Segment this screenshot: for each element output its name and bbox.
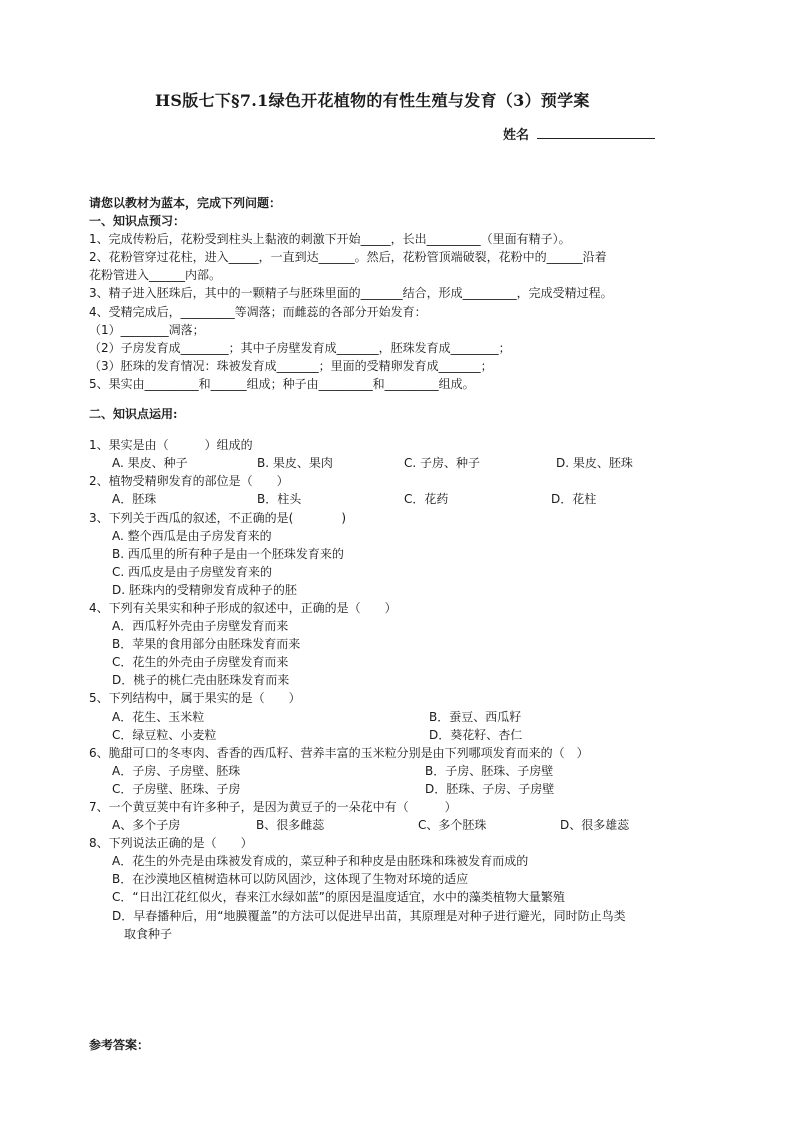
- option-c: C．子房壁、胚珠、子房: [112, 781, 241, 796]
- name-label: 姓名: [503, 128, 530, 143]
- option-a: A. 整个西瓜是由子房发育来的: [112, 528, 272, 543]
- page-title: HS版七下§7.1绿色开花植物的有性生殖与发育（3）预学案: [155, 91, 590, 110]
- option-b: B．子房、胚珠、子房壁: [425, 763, 554, 778]
- option-d: D．葵花籽、杏仁: [429, 727, 523, 742]
- option-a: A．花生、玉米粒: [112, 709, 205, 724]
- preview-line: 4、受精完成后，_________等凋落；而雌蕊的各部分开始发育：: [89, 304, 427, 319]
- option-d: D．早春播种后，用“地膜覆盖”的方法可以促进早出苗，其原理是对种子进行避光，同时防止鸟类: [112, 908, 626, 923]
- option-b: B．在沙漠地区植树造林可以防风固沙，这体现了生物对环境的适应: [112, 872, 469, 887]
- option-a: A. 果皮、种子: [112, 456, 188, 471]
- preview-line: 3、精子进入胚珠后，其中的一颗精子与胚珠里面的_______结合，形成_________，完成受精过程。: [89, 286, 613, 301]
- option-b: B. 西瓜里的所有种子是由一个胚珠发育来的: [112, 546, 344, 561]
- answer-key-label: 参考答案：: [89, 1038, 150, 1052]
- option-a: A、多个子房: [112, 818, 181, 833]
- question-2-stem: 2、植物受精卵发育的部位是（ ）: [89, 474, 289, 489]
- question-2-options: [89, 490, 709, 508]
- option-a: A．子房、子房壁、胚珠: [112, 763, 241, 778]
- preview-line: 2、花粉管穿过花柱，进入_____，一直到达______。然后，花粉管顶端破裂，花粉中的______沿着: [89, 250, 607, 265]
- preview-line: 花粉管进入______内部。: [89, 268, 222, 283]
- option-d: D．花柱: [551, 492, 597, 507]
- option-b: B. 果皮、果肉: [257, 456, 333, 471]
- section1-heading: 一、知识点预习：: [89, 214, 186, 229]
- option-b: B．柱头: [257, 492, 302, 507]
- preview-line: 5、果实由_________和______组成；种子由_________和_________组成。: [89, 376, 475, 391]
- question-6-options-row2: [89, 780, 709, 798]
- question-7-options: [89, 816, 709, 834]
- option-b: B．蚕豆、西瓜籽: [429, 709, 522, 724]
- question-5-options-row1: [89, 708, 709, 726]
- option-c: C、多个胚珠: [418, 818, 487, 833]
- worksheet-body: [89, 194, 709, 943]
- question-3-stem: 3、下列关于西瓜的叙述，不正确的是( ): [89, 510, 346, 525]
- question-1-options: [89, 454, 709, 472]
- preview-line: （2）子房发育成________；其中子房壁发育成_______，胚珠发育成________；: [89, 340, 511, 355]
- option-c: C. 子房、种子: [404, 456, 481, 471]
- intro-text: 请您以教材为蓝本，完成下列问题：: [89, 196, 282, 210]
- option-c: C．“日出江花红似火，春来江水绿如蓝”的原因是温度适宜，水中的藻类植物大量繁殖: [112, 890, 565, 905]
- question-7-stem: 7、一个黄豆荚中有许多种子，是因为黄豆子的一朵花中有（ ）: [89, 800, 457, 814]
- preview-line: 1、完成传粉后，花粉受到柱头上黏液的刺激下开始_____，长出_________（里面有精子）。: [89, 232, 571, 247]
- question-6-options-row1: [89, 762, 709, 780]
- section2-heading: 二、知识点运用:: [89, 407, 178, 422]
- option-b: B．苹果的食用部分由胚珠发育而来: [112, 637, 301, 652]
- option-d: D．桃子的桃仁壳由胚珠发育而来: [112, 673, 290, 688]
- option-d-continued: 取食种子: [124, 926, 173, 941]
- option-d: D. 胚珠内的受精卵发育成种子的胚: [112, 582, 297, 597]
- option-b: B、很多雌蕊: [256, 818, 325, 833]
- option-a: A．西瓜籽外壳由子房壁发育而来: [112, 619, 289, 634]
- option-c: C．花药: [404, 492, 449, 507]
- name-field: [503, 124, 655, 143]
- name-blank-line: [537, 125, 655, 139]
- option-c: C. 西瓜皮是由子房壁发育来的: [112, 564, 273, 579]
- option-c: C．绿豆粒、小麦粒: [112, 727, 217, 742]
- option-a: A．花生的外壳是由珠被发育成的，菜豆种子和种皮是由胚珠和珠被发育而成的: [112, 854, 529, 869]
- question-5-stem: 5、下列结构中，属于果实的是（ ）: [89, 691, 301, 706]
- option-d: D．胚珠、子房、子房壁: [425, 781, 555, 796]
- question-8-stem: 8、下列说法正确的是（ ）: [89, 836, 253, 851]
- preview-line: （3）胚珠的发育情况：珠被发育成_______；里面的受精卵发育成_______；: [89, 358, 493, 373]
- question-6-stem: 6、脆甜可口的冬枣肉、香香的西瓜籽、营养丰富的玉米粒分别是由下列哪项发育而来的（ ）: [89, 745, 589, 760]
- preview-line: （1）________凋落；: [89, 322, 205, 337]
- option-c: C．花生的外壳由子房壁发育而来: [112, 655, 289, 670]
- option-d: D. 果皮、胚珠: [556, 456, 633, 471]
- option-d: D、很多雄蕊: [560, 818, 630, 833]
- question-5-options-row2: [89, 726, 709, 744]
- option-a: A．胚珠: [112, 492, 157, 507]
- question-1-stem: 1、果实是由（ ）组成的: [89, 438, 253, 453]
- question-4-stem: 4、下列有关果实和种子形成的叙述中，正确的是（ ）: [89, 600, 397, 615]
